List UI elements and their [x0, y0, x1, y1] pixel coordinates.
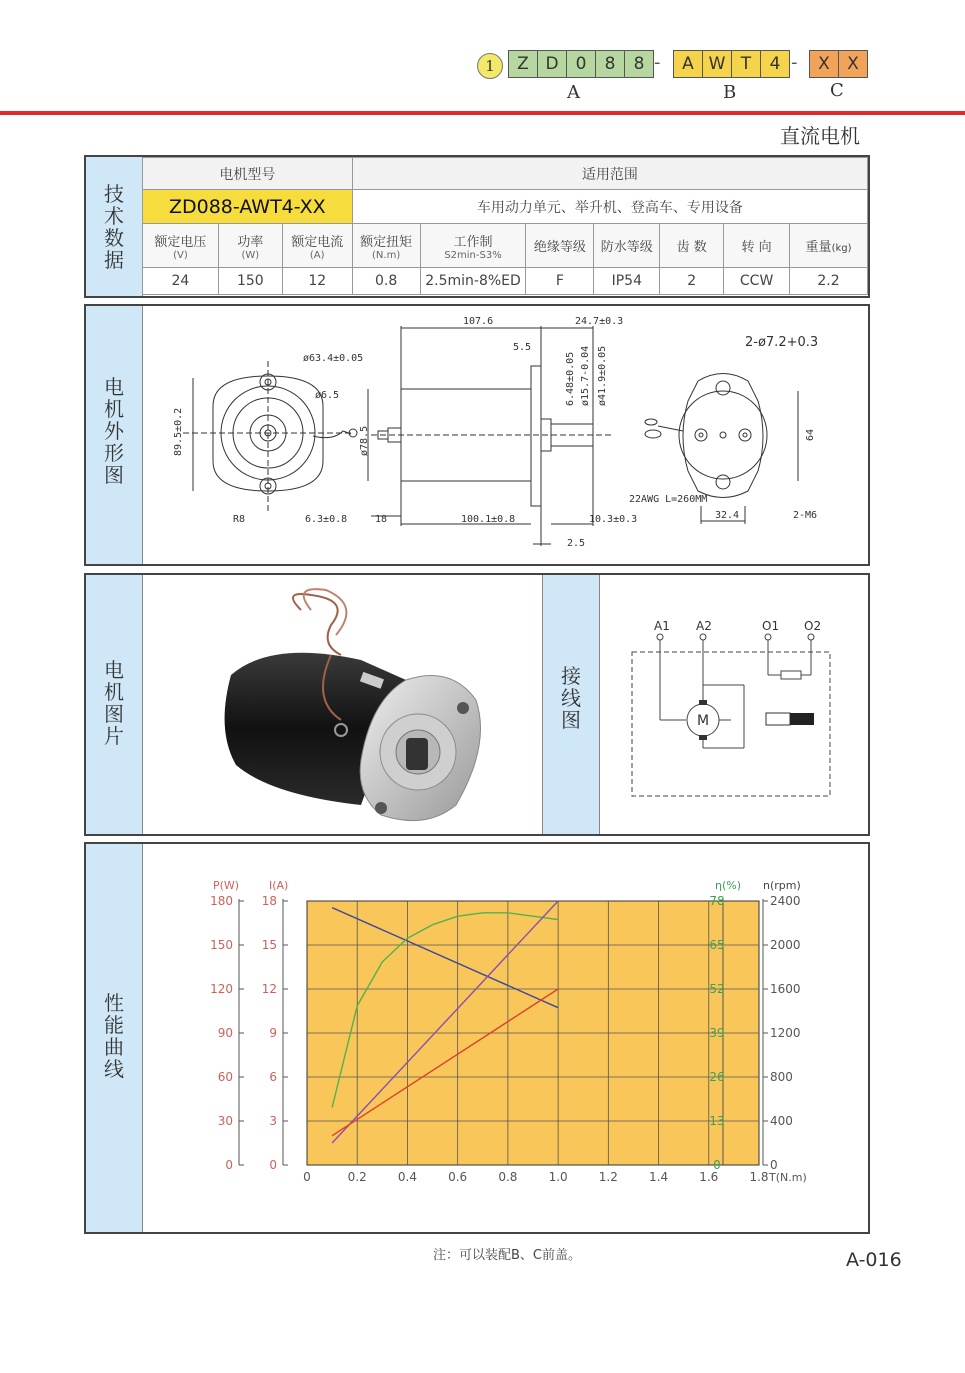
y-tick-label: 15 — [261, 938, 277, 952]
col-header — [420, 224, 526, 268]
x-tick-label: 0.4 — [397, 1170, 417, 1184]
dim-label: ø78.5 — [359, 425, 370, 456]
dim-label: 107.6 — [463, 316, 494, 327]
dim-label: 89.5±0.2 — [173, 407, 184, 456]
dim-label: ø41.9±0.05 — [597, 345, 608, 406]
code-char: D — [538, 51, 567, 77]
dim-label: R8 — [233, 514, 246, 525]
col-unit: (kg) — [831, 243, 852, 254]
performance-chart — [143, 844, 867, 1230]
y-tick-label: 78 — [709, 894, 725, 908]
x-axis-label: T(N.m) — [769, 1171, 807, 1184]
dim-label: ø15.7-0.04 — [580, 345, 591, 406]
y-axis-label: I(A) — [269, 879, 289, 892]
y-tick-label: 1200 — [770, 1026, 801, 1040]
terminal-label: A2 — [696, 619, 712, 633]
y-tick-label: 2400 — [770, 894, 801, 908]
code-char: W — [703, 51, 732, 77]
model-value: ZD088-AWT4-XX — [143, 190, 353, 224]
dim-label: 22AWG L=260MM — [629, 494, 708, 505]
spec-table — [142, 157, 868, 295]
dim-label: 6.48±0.05 — [565, 351, 576, 406]
x-tick-label: 0 — [303, 1170, 311, 1184]
code-char: 4 — [769, 54, 781, 74]
code-char: 8 — [596, 51, 625, 77]
photo-panel — [84, 573, 870, 836]
col-header — [526, 224, 594, 268]
side-char: 电 — [104, 658, 124, 682]
spec-value: 2.2 — [790, 268, 868, 295]
dim-label: 2.5 — [567, 538, 586, 549]
terminal-label: A1 — [654, 619, 670, 633]
dim-label: 24.7±0.3 — [575, 316, 624, 327]
y-tick-label: 26 — [709, 1070, 725, 1084]
col-unit: (V) — [173, 249, 188, 261]
code-char: A — [674, 51, 703, 77]
dim-label: 2-ø7.2+0.3 — [745, 335, 819, 350]
y-tick-label: 30 — [217, 1114, 233, 1128]
col-header — [218, 224, 282, 268]
col-name: 绝缘等级 — [533, 240, 586, 255]
outline-drawing — [143, 306, 867, 562]
y-tick-label: 2000 — [770, 938, 801, 952]
y-axis-label: P(W) — [213, 879, 240, 892]
curves-panel — [84, 842, 870, 1234]
y-tick-label: 60 — [217, 1070, 233, 1084]
side-char: 线 — [104, 1057, 124, 1081]
dim-label: 6.3±0.8 — [305, 514, 348, 525]
code-char: T — [732, 51, 761, 77]
side-char: 术 — [104, 204, 124, 228]
y-tick-label: 9 — [269, 1026, 277, 1040]
dim-label: 100.1±0.8 — [461, 514, 516, 525]
side-char: 图 — [104, 702, 124, 726]
code-dash: - — [791, 52, 798, 73]
col-unit: S2min-S3% — [444, 249, 502, 261]
code-label-b: B — [723, 82, 737, 103]
spec-value: 2.5min-8%ED — [420, 268, 526, 295]
y-tick-label: 3 — [269, 1114, 277, 1128]
col-unit: (N.m) — [372, 249, 401, 261]
spec-value: CCW — [724, 268, 790, 295]
model-code-group-b — [673, 50, 790, 78]
col-header — [282, 224, 352, 268]
category-title: 直流电机 — [780, 124, 860, 148]
photo-side — [86, 575, 143, 834]
side-label — [86, 183, 142, 271]
drawing-panel — [84, 304, 870, 566]
side-label — [86, 659, 142, 747]
footer-note: 注：可以装配B、C前盖。 — [433, 1248, 581, 1263]
spec-side — [86, 157, 143, 296]
x-tick-label: 0.2 — [347, 1170, 367, 1184]
col-header — [660, 224, 724, 268]
y-tick-label: 12 — [261, 982, 277, 996]
wiring-side — [542, 575, 600, 834]
side-char: 外 — [104, 419, 124, 443]
col-unit: (A) — [309, 249, 325, 261]
col-unit: (W) — [241, 249, 260, 261]
code-label-a: A — [567, 82, 580, 103]
dim-label: 2-M6 — [793, 510, 818, 521]
spec-value: 12 — [282, 268, 352, 295]
side-char: 能 — [104, 1013, 124, 1037]
x-tick-label: 1.2 — [598, 1170, 618, 1184]
code-dash: - — [654, 52, 661, 73]
col-header — [143, 224, 219, 268]
side-label — [86, 992, 142, 1080]
y-tick-label: 39 — [709, 1026, 725, 1040]
dim-label: 5.5 — [513, 342, 532, 353]
side-char: 性 — [104, 991, 124, 1015]
side-char: 形 — [104, 441, 124, 465]
y-tick-label: 65 — [709, 938, 725, 952]
side-char: 据 — [104, 248, 124, 272]
terminal-label: O2 — [804, 619, 822, 633]
spec-value: 0.8 — [352, 268, 420, 295]
side-char: 图 — [561, 708, 581, 732]
col-name: 齿 数 — [676, 240, 707, 255]
x-tick-label: 0.6 — [448, 1170, 468, 1184]
y-tick-label: 120 — [210, 982, 233, 996]
side-char: 片 — [104, 724, 124, 748]
col-name: 额定扭矩 — [360, 234, 413, 250]
spec-value: F — [526, 268, 594, 295]
side-char: 图 — [104, 463, 124, 487]
y-tick-label: 13 — [709, 1114, 725, 1128]
page-number: A-016 — [846, 1249, 902, 1271]
col-name: 防水等级 — [600, 240, 653, 255]
spec-panel — [84, 155, 870, 298]
spec-value: 150 — [218, 268, 282, 295]
col-header — [352, 224, 420, 268]
motor-photo — [211, 580, 511, 830]
y-tick-label: 0 — [770, 1158, 778, 1172]
x-tick-label: 1.8 — [749, 1170, 769, 1184]
side-char: 线 — [561, 686, 581, 710]
spec-value: IP54 — [594, 268, 660, 295]
y-axis-label: η(%) — [715, 879, 742, 892]
y-tick-label: 0 — [713, 1158, 721, 1172]
side-char: 机 — [104, 680, 124, 704]
dim-label: 18 — [375, 514, 388, 525]
model-code-group-a — [508, 50, 654, 78]
header-red-rule — [0, 111, 965, 115]
side-label — [86, 376, 142, 486]
y-tick-label: 0 — [269, 1158, 277, 1172]
side-char: 电 — [104, 375, 124, 399]
scope-value: 车用动力单元、举升机、登高车、专用设备 — [352, 190, 867, 224]
front-view — [183, 361, 357, 511]
side-char: 曲 — [104, 1035, 124, 1059]
model-code-group-c — [809, 50, 868, 78]
terminal-label: O1 — [762, 619, 780, 633]
code-label-c: C — [830, 80, 844, 101]
y-tick-label: 180 — [210, 894, 233, 908]
col-header — [594, 224, 660, 268]
code-char: X — [810, 51, 839, 77]
side-char: 数 — [104, 226, 124, 250]
spec-value: 2 — [660, 268, 724, 295]
code-char: 0 — [567, 51, 596, 77]
col-name: 额定电压 — [154, 234, 207, 250]
code-char: X — [847, 54, 859, 74]
side-char: 接 — [561, 664, 581, 688]
x-tick-label: 0.8 — [498, 1170, 518, 1184]
y-tick-label: 150 — [210, 938, 233, 952]
col-name: 工作制 — [453, 234, 493, 250]
x-tick-label: 1.4 — [649, 1170, 669, 1184]
col-header — [790, 224, 868, 268]
y-tick-label: 90 — [217, 1026, 233, 1040]
code-char: 8 — [633, 54, 645, 74]
curves-side — [86, 844, 143, 1232]
wiring-diagram — [606, 580, 866, 830]
dim-label: ø63.4±0.05 — [303, 353, 364, 364]
dim-label: 64 — [805, 428, 816, 441]
x-tick-label: 1.6 — [699, 1170, 719, 1184]
side-char: 技 — [104, 182, 124, 206]
col-header — [724, 224, 790, 268]
dim-label: 10.3±0.3 — [589, 514, 638, 525]
x-tick-label: 1.0 — [548, 1170, 568, 1184]
wiring-label — [543, 665, 599, 731]
y-tick-label: 400 — [770, 1114, 793, 1128]
col-name: 重量 — [805, 240, 832, 255]
code-char: Z — [509, 51, 538, 77]
y-tick-label: 18 — [261, 894, 277, 908]
col-name: 额定电流 — [291, 234, 344, 250]
col-name: 转 向 — [741, 240, 772, 255]
y-tick-label: 6 — [269, 1070, 277, 1084]
side-char: 机 — [104, 397, 124, 421]
dim-label: ø6.5 — [315, 390, 340, 401]
y-tick-label: 800 — [770, 1070, 793, 1084]
drawing-side — [86, 306, 143, 564]
dim-label: 32.4 — [715, 510, 740, 521]
y-tick-label: 1600 — [770, 982, 801, 996]
y-tick-label: 0 — [225, 1158, 233, 1172]
y-tick-label: 52 — [709, 982, 725, 996]
spec-value: 24 — [143, 268, 219, 295]
motor-symbol: M — [697, 713, 710, 729]
scope-header: 适用范围 — [352, 158, 867, 190]
col-name: 功率 — [237, 234, 264, 250]
model-header: 电机型号 — [143, 158, 353, 190]
model-code-circle: 1 — [477, 53, 503, 79]
y-axis-label: n(rpm) — [763, 879, 801, 892]
